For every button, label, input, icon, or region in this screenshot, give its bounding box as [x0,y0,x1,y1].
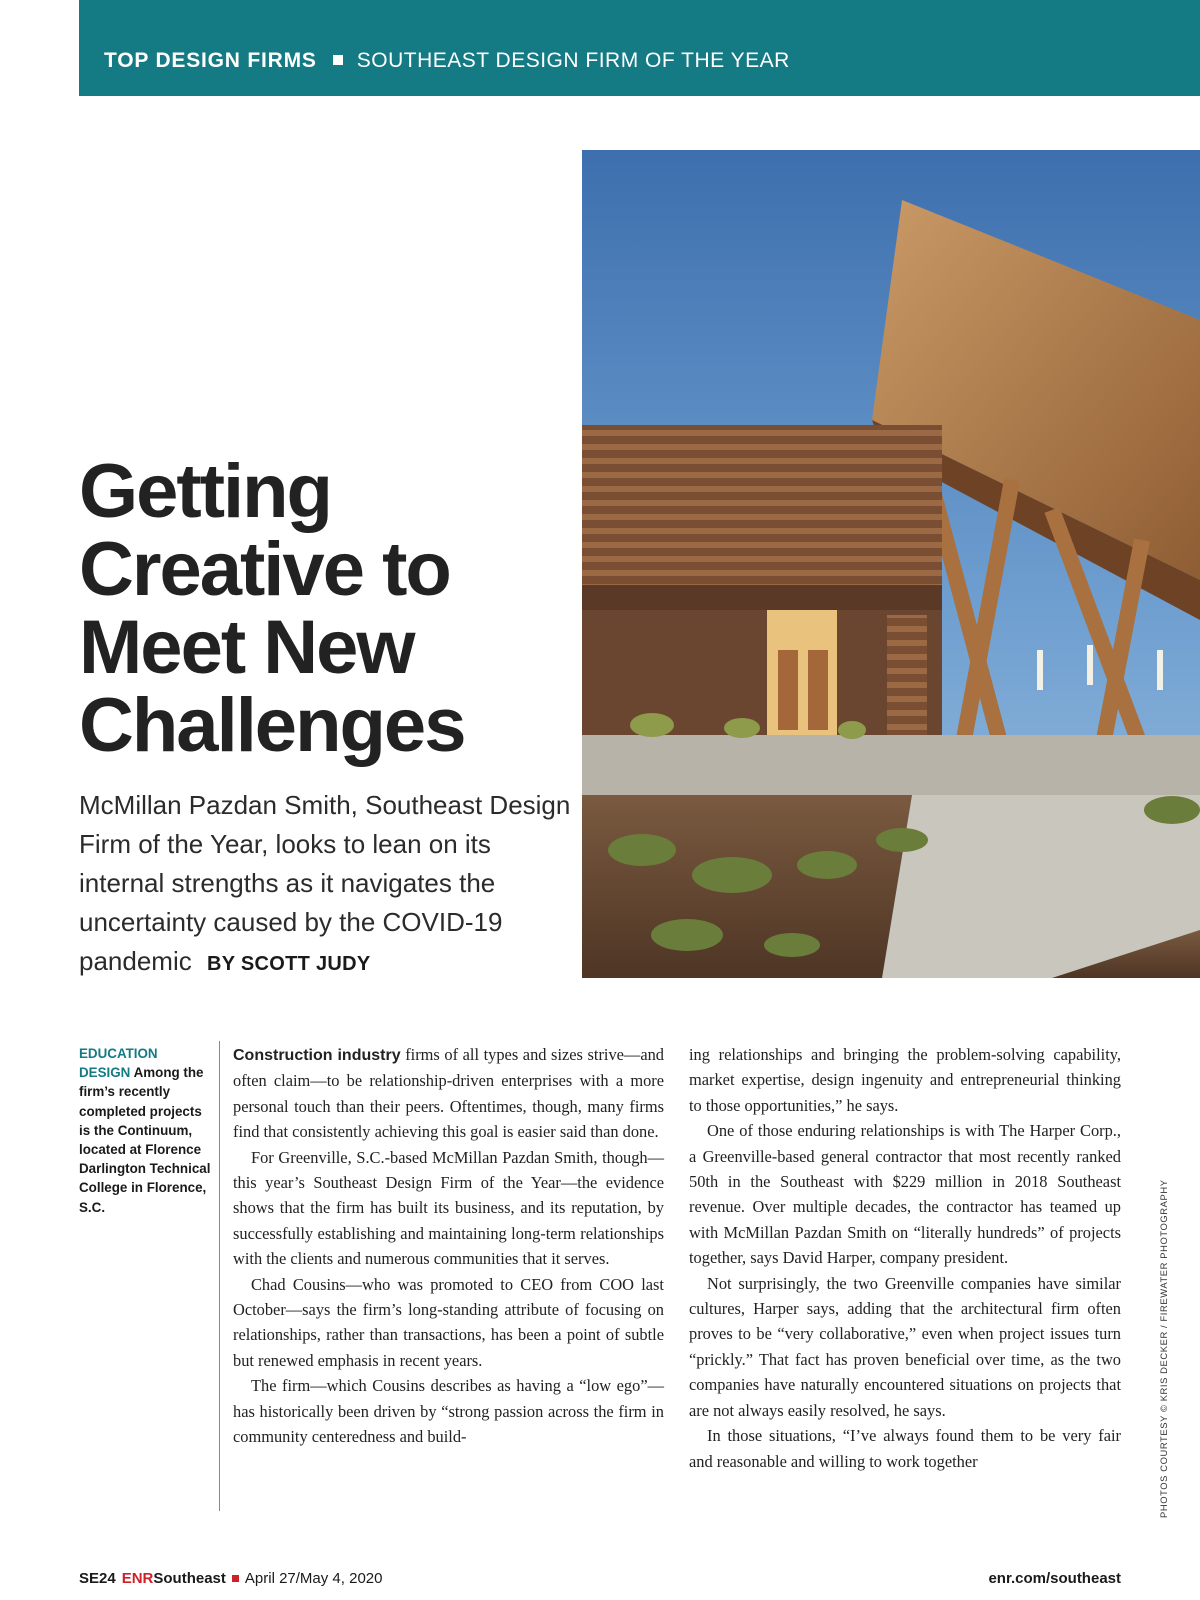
article-paragraph [233,1042,664,1145]
article-paragraph: For Greenville, S.C.-based McMillan Pazdan Smith, though—this year’s Southeast Design Firm of the Year—the evidence shows that the firm has built its business, and its reputation, by successfully establishing and maintaining long-term relationships with the clients and numerous communities that it serves. [233,1147,664,1269]
banner-subsection: SOUTHEAST DESIGN FIRM OF THE YEAR [356,49,790,72]
article-paragraph: Chad Cousins—who was promoted to CEO from COO last October—says the firm’s long-standing attribute of focusing on relationships, rather than transactions, has been a point of subtle but renewed emphasis in recent years. [233,1274,664,1370]
run-in-lead: Construction industry [233,1047,401,1064]
column-divider [219,1041,220,1511]
square-bullet-icon [333,55,343,65]
building-photo-illustration [582,150,1200,978]
issue-date: April 27/May 4, 2020 [244,1570,383,1587]
headline-line: Meet New [79,605,414,690]
article-paragraph: Not surprisingly, the two Greenville companies have similar cultures, Harper says, adding that the architectural firm often proves to be “very collaborative,” even when project issues turn “prickly.” That fact has proven beneficial over time, as the two companies have naturally encountered situations on projects that are not always easily resolved, he says. [689,1273,1121,1420]
paragraph-text: firms of all types and sizes strive—and often claim—to be relationship-driven enterprises with a more personal touch than their peers. Oftentimes, though, many firms find that consistently achieving this goal is easier said than done. [233,1045,664,1142]
brand-enr: ENR [121,1570,154,1587]
caption-text: Among the firm’s recently completed projects is the Continuum, located at Florence Darlington Technical College in Florence, S.C. [79,1065,211,1215]
footer-bullet-icon [232,1575,239,1582]
footer-left [79,1570,382,1587]
banner-text [104,49,790,73]
article-column-1 [233,1042,664,1450]
page-number: SE24 [79,1570,116,1587]
article-paragraph: ing relationships and bringing the problem-solving capability, market expertise, design ingenuity and entrepreneurial thinking to those opportunities,” he says. [689,1045,1121,1115]
dek-text: McMillan Pazdan Smith, Southeast Design Firm of the Year, looks to lean on its internal strengths as it navigates the uncertainty caused by the COVID-19 pandemic [79,790,571,976]
article-paragraph: One of those enduring relationships is with The Harper Corp., a Greenville-based general contractor that most recently ranked 50th in the Southeast with $229 million in 2018 Southeast revenue. Over multiple decades, the contractor has teamed up with McMillan Pazdan Smith on “literally hundreds” of projects together, says David Harper, company president. [689,1121,1121,1268]
caption-lead: EDUCATION DESIGN [79,1046,158,1081]
headline [79,449,569,768]
footer-url[interactable]: enr.com/southeast [988,1570,1121,1587]
headline-line: Challenges [79,683,465,768]
article-column-2 [689,1042,1121,1474]
photo-credit: PHOTOS COURTESY © KRIS DECKER / FIREWATER PHOTOGRAPHY [1158,1179,1169,1518]
banner-section: TOP DESIGN FIRMS [104,49,317,72]
article-paragraph: The firm—which Cousins describes as having a “low ego”—has historically been driven by “strong passion across the firm in community centeredness and build- [233,1376,664,1447]
section-banner [79,0,1200,96]
building-photo [582,150,1200,978]
headline-line: Getting [79,449,331,534]
brand-region: Southeast [153,1570,226,1587]
photo-caption [79,1044,211,1217]
byline: BY SCOTT JUDY [206,953,371,975]
article-paragraph: In those situations, “I’ve always found them to be very fair and reasonable and willing to work together [689,1426,1121,1471]
dek [79,786,579,984]
headline-line: Creative to [79,527,450,612]
